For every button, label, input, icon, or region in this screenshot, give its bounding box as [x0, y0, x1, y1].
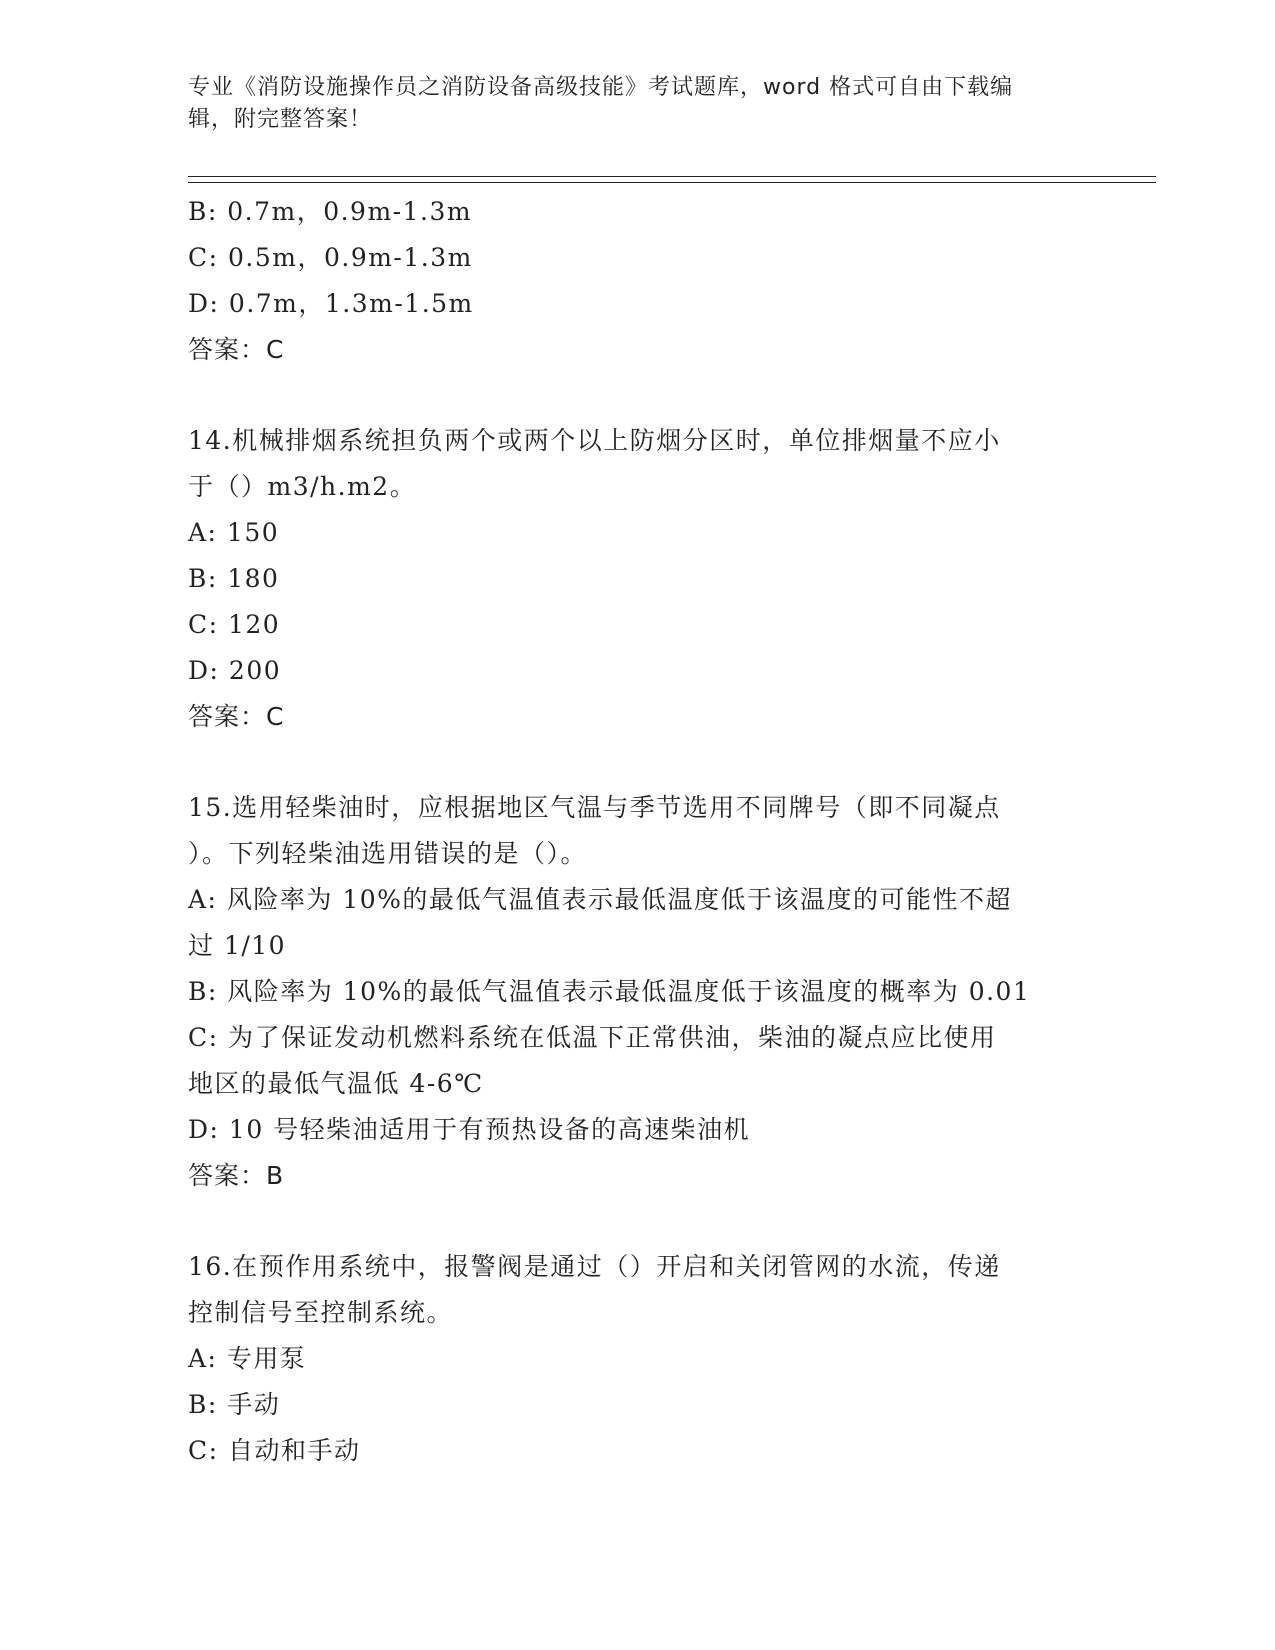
- question-list: [188, 189, 1068, 1474]
- header-line-1: 专业《消防设施操作员之消防设备高级技能》考试题库，word 格式可自由下载编: [188, 75, 1014, 100]
- option-a-line-2: 过 1/10: [188, 931, 287, 960]
- question-stem-line-1: 16.在预作用系统中，报警阀是通过（）开启和关闭管网的水流，传递: [188, 1252, 1001, 1281]
- question-stem-line-1: 14.机械排烟系统担负两个或两个以上防烟分区时，单位排烟量不应小: [188, 426, 1001, 455]
- option-c-line-2: 地区的最低气温低 4-6℃: [188, 1069, 484, 1098]
- question-15: [188, 785, 1068, 1199]
- option-c: C: 120: [188, 610, 281, 639]
- question-14: [188, 418, 1068, 740]
- question-13: [188, 189, 1068, 373]
- answer-label: 答案：B: [188, 1161, 285, 1190]
- option-c: C: 0.5m，0.9m-1.3m: [188, 243, 473, 272]
- option-d: D: 200: [188, 656, 282, 685]
- option-a: A: 专用泵: [188, 1344, 307, 1373]
- answer-label: 答案：C: [188, 702, 285, 731]
- header-divider-top: [188, 176, 1156, 177]
- header-divider-bottom: [188, 182, 1156, 183]
- question-stem-line-2: 于（）m3/h.m2。: [188, 472, 417, 501]
- answer-label: 答案：C: [188, 335, 285, 364]
- option-d: D: 10 号轻柴油适用于有预热设备的高速柴油机: [188, 1115, 751, 1144]
- question-16: [188, 1244, 1068, 1474]
- header-line-2: 辑，附完整答案！: [188, 107, 373, 132]
- option-b: B: 手动: [188, 1390, 281, 1419]
- document-header: [188, 72, 1068, 136]
- option-a: A: 150: [188, 518, 280, 547]
- spacer: [188, 1199, 1068, 1244]
- spacer: [188, 740, 1068, 785]
- option-d: D: 0.7m，1.3m-1.5m: [188, 289, 474, 318]
- option-b: B: 风险率为 10%的最低气温值表示最低温度低于该温度的概率为 0.01: [188, 977, 1031, 1006]
- question-stem-line-2: 控制信号至控制系统。: [188, 1298, 454, 1327]
- option-c-line-1: C: 为了保证发动机燃料系统在低温下正常供油，柴油的凝点应比使用: [188, 1023, 997, 1052]
- option-b: B: 180: [188, 564, 280, 593]
- question-stem-line-1: 15.选用轻柴油时，应根据地区气温与季节选用不同牌号（即不同凝点: [188, 793, 1001, 822]
- option-b: B: 0.7m，0.9m-1.3m: [188, 197, 473, 226]
- option-a-line-1: A: 风险率为 10%的最低气温值表示最低温度低于该温度的可能性不超: [188, 885, 1012, 914]
- question-stem-line-2: ）。下列轻柴油选用错误的是（）。: [188, 839, 588, 868]
- spacer: [188, 373, 1068, 418]
- option-c: C: 自动和手动: [188, 1436, 361, 1465]
